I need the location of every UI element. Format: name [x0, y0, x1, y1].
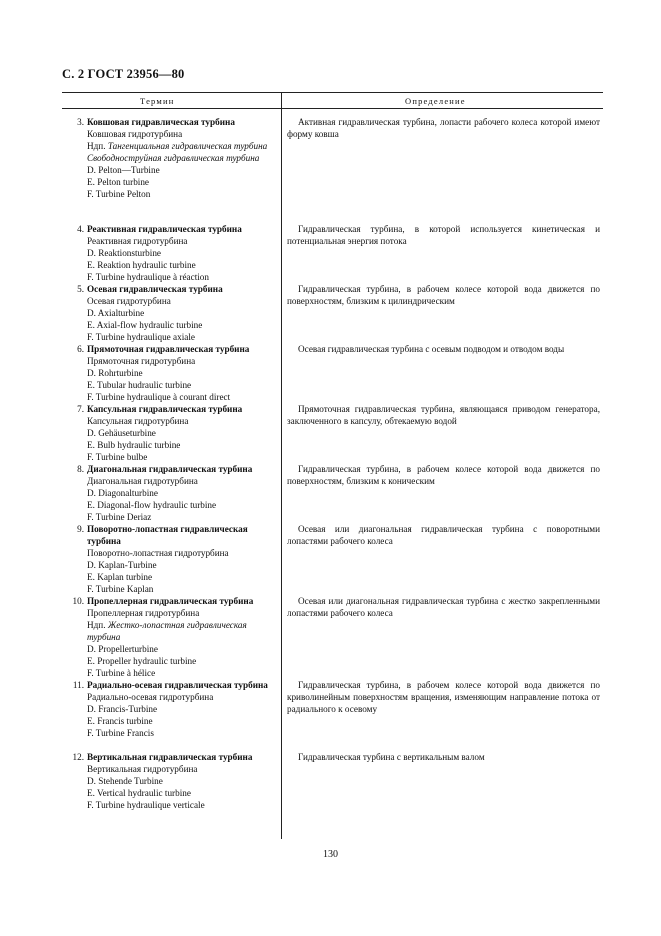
- term-entry-3: [62, 116, 278, 200]
- definition-8: Гидравлическая турбина, в рабочем колесе которой вода движется по поверхностям, близким к коническим: [287, 464, 600, 486]
- term-short-form: Прямоточная гидротурбина: [87, 356, 196, 366]
- term-nonrecommended: [62, 140, 278, 152]
- term-entry-7: [62, 403, 278, 463]
- term-french: F. Turbine Francis: [87, 728, 154, 738]
- term-number: 9.: [77, 524, 84, 534]
- ndp-term-2: Свободноструйная гидравлическая турбина: [87, 153, 260, 163]
- term-entry-4: [62, 223, 278, 283]
- term-number: 5.: [77, 284, 84, 294]
- document-header: С. 2 ГОСТ 23956—80: [62, 67, 185, 81]
- term-german: D. Diagonalturbine: [87, 488, 158, 498]
- ndp-label: Ндп.: [87, 141, 106, 151]
- term-entry-11: [62, 679, 278, 739]
- table-header-rule: [62, 108, 603, 109]
- ndp-term: Тангенциальная гидравлическая турбина: [107, 141, 268, 151]
- term-number: 8.: [77, 464, 84, 474]
- term-english: E. Tubular hudraulic turbine: [87, 380, 192, 390]
- table-top-rule: [62, 92, 603, 93]
- term-french: F. Turbine hydraulique à réaction: [87, 272, 209, 282]
- term-number: 7.: [77, 404, 84, 414]
- term-short-form: Пропеллерная гидротурбина: [87, 608, 200, 618]
- term-english: E. Diagonal-flow hydraulic turbine: [87, 500, 217, 510]
- term-german: D. Gehäuseturbine: [87, 428, 156, 438]
- definition-10: Осевая или диагональная гидравлическая турбина с жестко закрепленными лопастями рабочего колеса: [287, 596, 600, 618]
- term-french: F. Turbine Deriaz: [87, 512, 152, 522]
- term-entry-9: [62, 523, 278, 595]
- term-french: F. Turbine Pelton: [87, 189, 151, 199]
- term-english: E. Pelton turbine: [87, 177, 150, 187]
- definition-3: Активная гидравлическая турбина, лопасти рабочего колеса которой имеют форму ковша: [287, 117, 600, 139]
- term-number: 12.: [72, 752, 84, 762]
- term-short-form: Реактивная гидротурбина: [87, 236, 188, 246]
- definition-11: Гидравлическая турбина, в рабочем колесе которой вода движется по криволинейным поверхностям вращения, изменяющим направление потока от радиального к осевому: [287, 680, 600, 714]
- term-entry-5: [62, 283, 278, 343]
- term-french: F. Turbine à hélice: [87, 668, 156, 678]
- definition-9: Осевая или диагональная гидравлическая турбина с поворотными лопастями рабочего колеса: [287, 524, 600, 546]
- term-german: D. Axialturbine: [87, 308, 145, 318]
- ndp-term: Жестко-лопастная гидравлическая турбина: [87, 620, 247, 642]
- term-number: 11.: [72, 680, 84, 690]
- definition-7: Прямоточная гидравлическая турбина, являющаяся приводом генератора, заключенного в капсулу, обтекаемую водой: [287, 404, 600, 426]
- definition-6: Осевая гидравлическая турбина с осевым подводом и отводом воды: [298, 344, 565, 354]
- term-title: Поворотно-лопастная гидравлическая турбина: [87, 524, 248, 546]
- term-title: Пропеллерная гидравлическая турбина: [87, 596, 254, 606]
- term-number: 4.: [77, 224, 84, 234]
- term-english: E. Reaktion hydraulic turbine: [87, 260, 196, 270]
- column-divider: [281, 92, 282, 839]
- term-english: E. Bulb hydraulic turbine: [87, 440, 181, 450]
- definition-12: Гидравлическая турбина с вертикальным валом: [298, 752, 485, 762]
- term-title: Прямоточная гидравлическая турбина: [87, 344, 250, 354]
- term-number: 3.: [77, 117, 84, 127]
- term-number: 10.: [72, 596, 84, 606]
- ndp-label: Ндп.: [87, 620, 106, 630]
- term-french: F. Turbine hydraulique à courant direct: [87, 392, 231, 402]
- term-german: D. Reaktionsturbine: [87, 248, 161, 258]
- term-short-form: Радиально-осевая гидротурбина: [87, 692, 214, 702]
- term-english: E. Propeller hydraulic turbine: [87, 656, 197, 666]
- term-title: Радиально-осевая гидравлическая турбина: [87, 680, 268, 690]
- term-english: E. Francis turbine: [87, 716, 153, 726]
- page-number: 130: [323, 849, 338, 860]
- term-french: F. Turbine hydraulique verticale: [87, 800, 205, 810]
- term-english: E. Axial-flow hydraulic turbine: [87, 320, 203, 330]
- term-french: F. Turbine Kaplan: [87, 584, 154, 594]
- term-german: D. Kaplan-Turbine: [87, 560, 157, 570]
- term-short-form: Ковшовая гидротурбина: [87, 129, 183, 139]
- column-header-term: Термин: [140, 96, 175, 106]
- term-german: D. Pelton—Turbine: [87, 165, 160, 175]
- term-german: D. Stehende Turbine: [87, 776, 163, 786]
- term-short-form: Осевая гидротурбина: [87, 296, 171, 306]
- term-english: E. Kaplan turbine: [87, 572, 153, 582]
- term-number: 6.: [77, 344, 84, 354]
- term-entry-6: [62, 343, 278, 403]
- definition-4: Гидравлическая турбина, в которой используется кинетическая и потенциальная энергия потока: [287, 224, 600, 246]
- term-entry-10: [62, 595, 278, 679]
- column-header-definition: Определение: [405, 96, 466, 106]
- term-nonrecommended: [62, 619, 278, 643]
- term-title: Капсульная гидравлическая турбина: [87, 404, 243, 414]
- term-french: F. Turbine hydraulique axiale: [87, 332, 195, 342]
- term-german: D. Rohrturbine: [87, 368, 143, 378]
- term-french: F. Turbine bulbe: [87, 452, 148, 462]
- definition-5: Гидравлическая турбина, в рабочем колесе которой вода движется по поверхностям, близким к цилиндрическим: [287, 284, 600, 306]
- term-english: E. Vertical hydraulic turbine: [87, 788, 191, 798]
- term-entry-8: [62, 463, 278, 523]
- term-short-form: Диагональная гидротурбина: [87, 476, 198, 486]
- term-title: Осевая гидравлическая турбина: [87, 284, 223, 294]
- term-short-form: Капсульная гидротурбина: [87, 416, 189, 426]
- term-german: D. Francis-Turbine: [87, 704, 158, 714]
- term-short-form: Поворотно-лопастная гидротурбина: [87, 548, 229, 558]
- term-short-form: Вертикальная гидротурбина: [87, 764, 198, 774]
- term-title: Реактивная гидравлическая турбина: [87, 224, 242, 234]
- term-entry-12: [62, 751, 278, 811]
- term-title: Вертикальная гидравлическая турбина: [87, 752, 253, 762]
- term-title: Диагональная гидравлическая турбина: [87, 464, 253, 474]
- term-german: D. Propellerturbine: [87, 644, 158, 654]
- term-title: Ковшовая гидравлическая турбина: [87, 117, 235, 127]
